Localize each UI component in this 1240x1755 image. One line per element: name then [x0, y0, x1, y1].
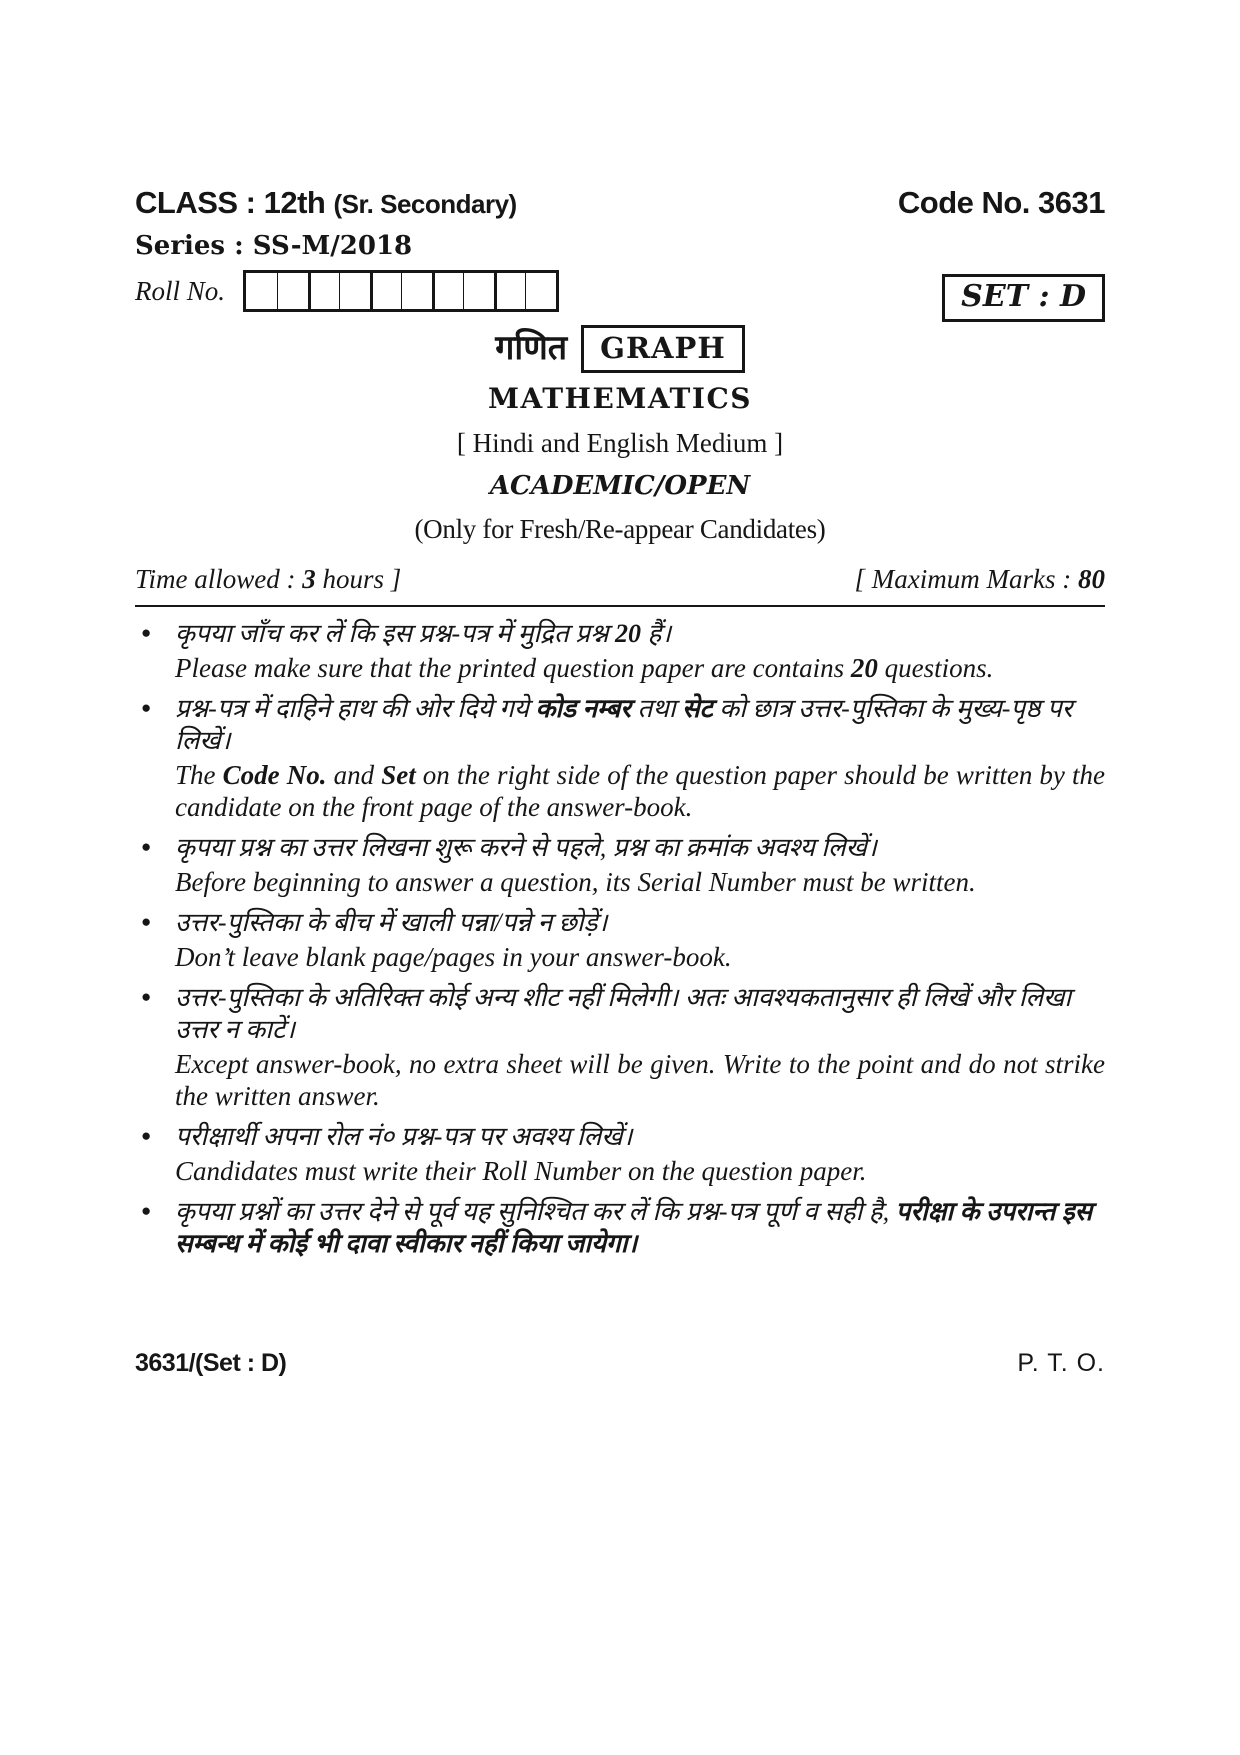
instruction-item [135, 617, 1105, 687]
time-marks-row [135, 562, 1105, 596]
instruction-item [135, 1120, 1105, 1190]
roll-cell [463, 273, 494, 309]
bullet-icon: ● [141, 1126, 152, 1145]
set-badge: SET : D [942, 274, 1105, 322]
footer-paper-code: 3631/(Set : D) [135, 1349, 287, 1377]
time-allowed: Time allowed : 3 hours ] [135, 564, 402, 594]
class-sublabel: (Sr. Secondary) [333, 189, 517, 219]
roll-number-row [135, 268, 1105, 314]
roll-cell [277, 273, 308, 309]
roll-cell [246, 273, 277, 309]
instruction-hindi: कृपया प्रश्नों का उत्तर देने से पूर्व यह सुनिश्चित कर लें कि प्रश्न-पत्र पूर्ण व सही है, परीक्षा के उपरान्त इस सम्बन्ध में कोई भी दावा स्वीकार नहीं किया जायेगा। [175, 1197, 1093, 1258]
instruction-english: Please make sure that the printed question paper are contains 20 questions. [175, 653, 994, 683]
instructions-list [135, 617, 1105, 1261]
graph-tag-box: GRAPH [581, 325, 745, 373]
instruction-hindi: कृपया जाँच कर लें कि इस प्रश्न-पत्र में मुद्रित प्रश्न 20 हैं। [175, 619, 672, 648]
footer-pto: P. T. O. [1017, 1349, 1105, 1377]
bullet-icon: ● [141, 912, 152, 931]
medium-note: [ Hindi and English Medium ] [456, 428, 784, 458]
page-footer [135, 1348, 1105, 1378]
series-label: Series : SS-M/2018 [135, 231, 413, 261]
instruction-item [135, 906, 1105, 976]
max-marks-value: 80 [1078, 564, 1105, 594]
instruction-hindi: उत्तर-पुस्तिका के अतिरिक्त कोई अन्य शीट नहीं मिलेगी। अतः आवश्यकतानुसार ही लिखें और लिखा उत्तर न काटें। [175, 983, 1072, 1044]
instruction-english: Except answer-book, no extra sheet will be given. Write to the point and do not strike the written answer. [175, 1049, 1105, 1111]
instruction-english: The Code No. and Set on the right side of the question paper should be written by the candidate on the front page of the answer-book. [175, 760, 1106, 822]
instruction-hindi: परीक्षार्थी अपना रोल नं० प्रश्न-पत्र पर अवश्य लिखें। [175, 1122, 633, 1151]
bullet-icon: ● [141, 698, 152, 717]
maximum-marks: [ Maximum Marks : 80 [854, 564, 1105, 594]
instruction-english: Candidates must write their Roll Number on the question paper. [175, 1156, 867, 1186]
instruction-hindi: उत्तर-पुस्तिका के बीच में खाली पन्ना/पन्ने न छोड़ें। [175, 908, 608, 937]
candidates-note: (Only for Fresh/Re-appear Candidates) [414, 514, 826, 544]
roll-no-boxes [243, 270, 559, 312]
bullet-icon: ● [141, 623, 152, 642]
instruction-body [175, 617, 1105, 687]
class-label: CLASS : 12th [135, 185, 326, 220]
time-hours-value: 3 [302, 564, 316, 594]
instruction-body [175, 1120, 1105, 1190]
instruction-hindi: प्रश्न-पत्र में दाहिने हाथ की ओर दिये गये कोड नम्बर तथा सेट को छात्र उत्तर-पुस्तिका के मुख्य-पृष्ठ पर लिखें। [175, 694, 1073, 755]
roll-cell [370, 273, 401, 309]
roll-cell [401, 273, 432, 309]
instruction-body [175, 981, 1105, 1115]
instruction-body [175, 831, 1105, 901]
instruction-item [135, 692, 1105, 826]
roll-cell [308, 273, 339, 309]
class-heading [135, 185, 517, 222]
instruction-item [135, 831, 1105, 901]
bullet-icon: ● [141, 837, 152, 856]
roll-cell [494, 273, 525, 309]
instruction-body [175, 692, 1105, 826]
instruction-item [135, 1195, 1105, 1261]
instruction-hindi: कृपया प्रश्न का उत्तर लिखना शुरू करने से पहले, प्रश्न का क्रमांक अवश्य लिखें। [175, 833, 877, 862]
instruction-body [175, 906, 1105, 976]
bullet-icon: ● [141, 987, 152, 1006]
roll-cell [339, 273, 370, 309]
roll-cell [432, 273, 463, 309]
stream-label: ACADEMIC/OPEN [489, 471, 751, 501]
divider-rule [135, 605, 1105, 607]
bullet-icon: ● [141, 1201, 152, 1220]
instruction-english: Don’t leave blank page/pages in your answer-book. [175, 942, 732, 972]
subject-row [135, 324, 1105, 374]
roll-no-label: Roll No. [135, 275, 226, 306]
page-content [135, 185, 1105, 1266]
header-row [135, 185, 1105, 222]
instruction-english: Before beginning to answer a question, its Serial Number must be written. [175, 867, 976, 897]
code-number: Code No. 3631 [897, 185, 1105, 220]
roll-cell [525, 273, 556, 309]
subject-title-english: MATHEMATICS [488, 382, 752, 415]
subject-title-hindi: गणित [495, 330, 568, 367]
instruction-item [135, 981, 1105, 1115]
instruction-body [175, 1195, 1105, 1261]
